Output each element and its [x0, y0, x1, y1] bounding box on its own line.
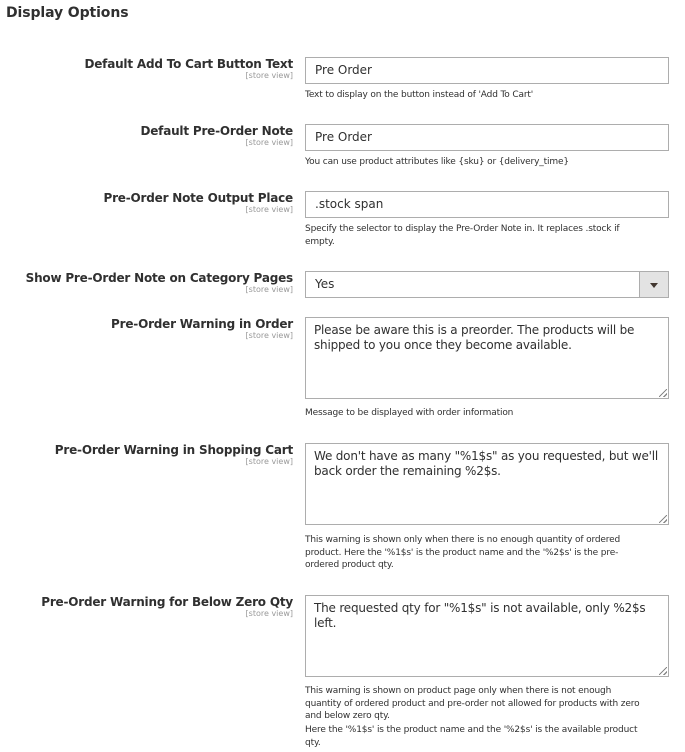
field-note-secondary: Here the '%1$s' is the product name and the '%2$s' is the available product qty. [305, 725, 638, 748]
chevron-down-icon[interactable] [639, 272, 668, 297]
field-note: This warning is shown on product page only when there is not enough quantity of ordered product and pre-order not allowed for products with zero and below zero qty. [305, 686, 640, 721]
field-note: Text to display on the button instead of 'Add To Cart' [305, 90, 534, 100]
field-label: Default Pre-Order Note [140, 124, 293, 138]
show-on-category-select[interactable] [305, 271, 669, 298]
field-note: Message to be displayed with order information [305, 408, 514, 418]
field-note: Specify the selector to display the Pre-Order Note in. It replaces .stock if empty. [305, 224, 620, 247]
field-label: Pre-Order Note Output Place [103, 191, 293, 205]
section-title: Display Options [6, 5, 129, 21]
add-to-cart-text-input[interactable]: Pre Order [305, 57, 669, 84]
field-label: Pre-Order Warning for Below Zero Qty [41, 595, 293, 609]
resize-handle-icon[interactable] [659, 667, 667, 675]
scope-label: [store view] [245, 285, 293, 294]
scope-label: [store view] [245, 609, 293, 618]
scope-label: [store view] [245, 71, 293, 80]
resize-handle-icon[interactable] [659, 515, 667, 523]
scope-label: [store view] [245, 138, 293, 147]
field-note: This warning is shown only when there is no enough quantity of ordered product. Here the '%1$s' is the product name and the '%2$s' is the pre-ordered product qty. [305, 535, 621, 570]
field-label: Pre-Order Warning in Shopping Cart [54, 443, 293, 457]
field-note: You can use product attributes like {sku} or {delivery_time} [305, 157, 569, 167]
select-value: Yes [315, 277, 335, 291]
scope-label: [store view] [245, 331, 293, 340]
warning-in-cart-textarea[interactable] [305, 443, 669, 525]
pre-order-note-input[interactable]: Pre Order [305, 124, 669, 151]
field-label: Pre-Order Warning in Order [111, 317, 293, 331]
scope-label: [store view] [245, 205, 293, 214]
field-label: Default Add To Cart Button Text [84, 57, 293, 71]
resize-handle-icon[interactable] [659, 389, 667, 397]
scope-label: [store view] [245, 457, 293, 466]
note-output-place-input[interactable]: .stock span [305, 191, 669, 218]
warning-below-zero-textarea[interactable] [305, 595, 669, 677]
field-label: Show Pre-Order Note on Category Pages [25, 271, 293, 285]
warning-in-order-textarea[interactable] [305, 317, 669, 399]
